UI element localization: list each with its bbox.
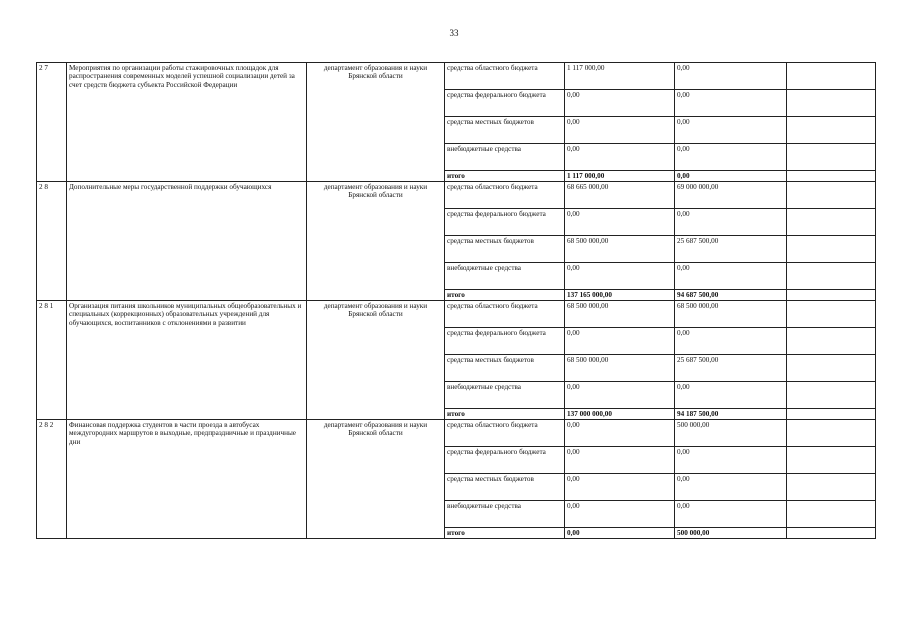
amount-1: 0,00 [565,90,675,117]
amount-2: 25 687 500,00 [675,236,787,263]
funding-source: средства областного бюджета [445,420,565,447]
amount-1: 0,00 [565,117,675,144]
funding-source: внебюджетные средства [445,501,565,528]
amount-1: 68 500 000,00 [565,355,675,382]
table-row [37,63,876,90]
funding-source: итого [445,171,565,182]
amount-1: 0,00 [565,382,675,409]
amount-2: 0,00 [675,117,787,144]
table-row [37,420,876,447]
funding-source: средства федерального бюджета [445,209,565,236]
empty-cell [787,236,876,263]
empty-cell [787,117,876,144]
empty-cell [787,474,876,501]
funding-source: внебюджетные средства [445,263,565,290]
amount-1: 68 665 000,00 [565,182,675,209]
funding-source: средства местных бюджетов [445,117,565,144]
amount-2: 0,00 [675,447,787,474]
executor: департамент образования и науки Брянской области [307,301,445,420]
table-row [37,301,876,328]
empty-cell [787,171,876,182]
funding-source: средства федерального бюджета [445,328,565,355]
amount-1: 0,00 [565,501,675,528]
empty-cell [787,144,876,171]
empty-cell [787,355,876,382]
amount-2: 0,00 [675,501,787,528]
amount-1: 137 000 000,00 [565,409,675,420]
amount-1: 0,00 [565,328,675,355]
amount-2: 500 000,00 [675,420,787,447]
funding-source: средства областного бюджета [445,63,565,90]
funding-source: внебюджетные средства [445,382,565,409]
amount-1: 68 500 000,00 [565,236,675,263]
amount-2: 500 000,00 [675,528,787,539]
funding-source: итого [445,409,565,420]
item-number: 2 7 [37,63,67,182]
funding-source: итого [445,528,565,539]
amount-1: 1 117 000,00 [565,171,675,182]
item-number: 2 8 [37,182,67,301]
measure-name: Организация питания школьников муниципальных общеобразовательных и специальных (коррекционных) образовательных учреждений для обучающихся, воспитанников с отклонениями в развитии [67,301,307,420]
item-number: 2 8 2 [37,420,67,539]
amount-1: 0,00 [565,447,675,474]
empty-cell [787,290,876,301]
empty-cell [787,301,876,328]
amount-2: 0,00 [675,263,787,290]
funding-source: средства местных бюджетов [445,474,565,501]
empty-cell [787,501,876,528]
item-number: 2 8 1 [37,301,67,420]
empty-cell [787,528,876,539]
empty-cell [787,447,876,474]
amount-1: 68 500 000,00 [565,301,675,328]
amount-2: 0,00 [675,63,787,90]
amount-2: 0,00 [675,90,787,117]
amount-1: 1 117 000,00 [565,63,675,90]
budget-table [36,62,876,539]
page-number: 33 [449,28,459,38]
funding-source: средства федерального бюджета [445,447,565,474]
amount-1: 137 165 000,00 [565,290,675,301]
amount-2: 94 187 500,00 [675,409,787,420]
measure-name: Мероприятия по организации работы стажировочных площадок для распространения современных моделей успешной социализации детей за счет средств бюджета субъекта Российской Федерации [67,63,307,182]
empty-cell [787,209,876,236]
amount-2: 69 000 000,00 [675,182,787,209]
amount-2: 0,00 [675,171,787,182]
executor: департамент образования и науки Брянской области [307,182,445,301]
funding-source: средства местных бюджетов [445,236,565,263]
empty-cell [787,263,876,290]
measure-name: Финансовая поддержка студентов в части проезда в автобусах междугородних маршрутов в выходные, предпраздничные и праздничные дни [67,420,307,539]
funding-source: средства местных бюджетов [445,355,565,382]
executor: департамент образования и науки Брянской области [307,420,445,539]
amount-2: 25 687 500,00 [675,355,787,382]
empty-cell [787,90,876,117]
funding-source: итого [445,290,565,301]
measure-name: Дополнительные меры государственной поддержки обучающихся [67,182,307,301]
amount-1: 0,00 [565,528,675,539]
empty-cell [787,420,876,447]
amount-2: 0,00 [675,382,787,409]
amount-2: 68 500 000,00 [675,301,787,328]
empty-cell [787,63,876,90]
executor: департамент образования и науки Брянской области [307,63,445,182]
empty-cell [787,182,876,209]
amount-2: 0,00 [675,328,787,355]
amount-1: 0,00 [565,209,675,236]
funding-source: средства областного бюджета [445,182,565,209]
funding-source: средства областного бюджета [445,301,565,328]
table-row [37,182,876,209]
empty-cell [787,382,876,409]
amount-1: 0,00 [565,263,675,290]
amount-1: 0,00 [565,474,675,501]
amount-2: 0,00 [675,144,787,171]
funding-source: средства федерального бюджета [445,90,565,117]
amount-2: 0,00 [675,209,787,236]
amount-2: 0,00 [675,474,787,501]
amount-1: 0,00 [565,144,675,171]
amount-1: 0,00 [565,420,675,447]
amount-2: 94 687 500,00 [675,290,787,301]
funding-source: внебюджетные средства [445,144,565,171]
empty-cell [787,409,876,420]
empty-cell [787,328,876,355]
